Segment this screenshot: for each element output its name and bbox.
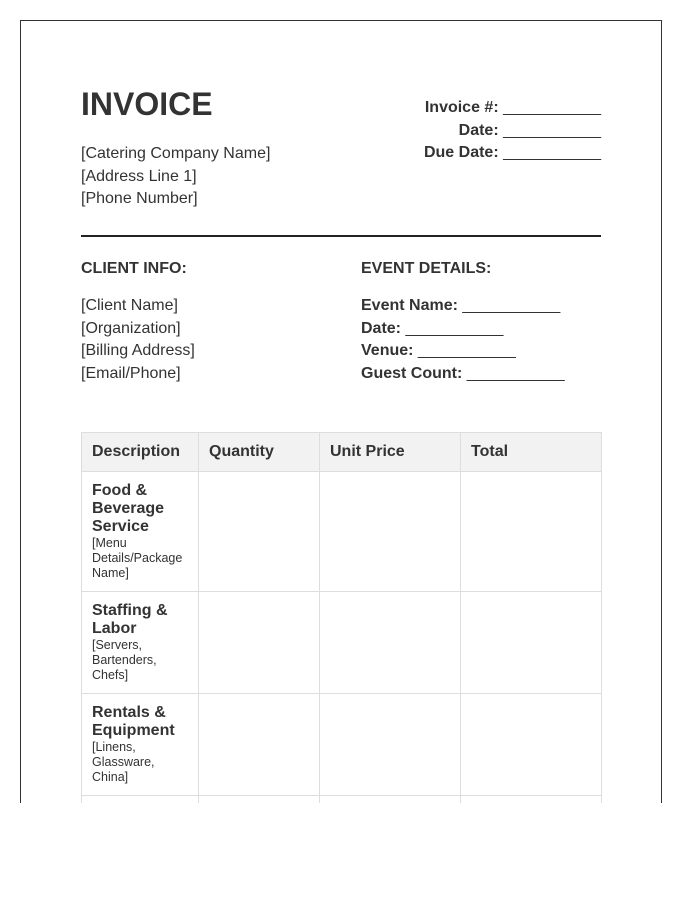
event-name-row — [361, 295, 565, 318]
event-date-value: ___________ — [405, 319, 504, 337]
due-date-label: Due Date: — [423, 144, 499, 161]
unit-price-cell — [320, 472, 461, 592]
event-venue-value: ___________ — [417, 342, 516, 360]
total-cell — [461, 694, 602, 796]
description-cell — [82, 472, 199, 592]
due-date-row — [424, 142, 601, 165]
item-description: [Servers, Bartenders, Chefs] — [92, 638, 157, 682]
event-name-value: ___________ — [462, 297, 561, 314]
invoice-meta — [424, 97, 601, 165]
invoice-date-value: ___________ — [503, 121, 601, 139]
invoice-date-row — [424, 120, 601, 143]
invoice-date-label: Date: — [458, 121, 499, 139]
event-date-row — [361, 318, 565, 341]
description-cell — [82, 592, 199, 694]
header-total: Total — [461, 433, 602, 472]
guest-count-row — [361, 363, 565, 386]
unit-price-cell — [320, 796, 461, 804]
client-info-title: CLIENT INFO: — [81, 260, 187, 277]
item-name: Food & Beverage Service — [92, 482, 165, 535]
company-phone: [Phone Number] — [81, 190, 198, 207]
item-description: [Linens, Glassware, China] — [92, 740, 155, 784]
event-venue-row — [361, 340, 565, 363]
item-name: Staffing & Labor — [92, 602, 168, 637]
event-date-label: Date: — [361, 319, 402, 337]
description-cell — [82, 796, 199, 804]
client-name: [Client Name] — [81, 297, 178, 314]
company-name: [Catering Company Name] — [81, 145, 271, 162]
company-info — [81, 143, 270, 211]
header-unit-price: Unit Price — [320, 433, 461, 472]
table-header-row — [82, 433, 602, 472]
client-billing-address: [Billing Address] — [81, 342, 195, 360]
description-cell — [82, 694, 199, 796]
invoice-number-label: Invoice #: — [424, 99, 499, 116]
invoice-page — [20, 20, 662, 803]
unit-price-cell — [320, 694, 461, 796]
quantity-cell — [199, 796, 320, 804]
invoice-title: INVOICE — [81, 86, 213, 122]
client-organization: [Organization] — [81, 319, 181, 337]
event-details-title: EVENT DETAILS: — [361, 260, 492, 277]
invoice-number-value: ___________ — [503, 99, 601, 116]
line-items-table — [81, 432, 602, 803]
table-row — [82, 796, 602, 804]
client-info — [81, 295, 195, 386]
client-contact: [Email/Phone] — [81, 365, 181, 383]
header-divider — [81, 235, 601, 237]
due-date-value: ___________ — [503, 144, 601, 161]
total-cell — [461, 592, 602, 694]
table-row — [82, 592, 602, 694]
item-name: Rentals & Equipment — [92, 704, 175, 739]
total-cell — [461, 796, 602, 804]
guest-count-value: ___________ — [466, 365, 565, 383]
quantity-cell — [199, 592, 320, 694]
guest-count-label: Guest Count: — [361, 365, 463, 383]
event-name-label: Event Name: — [361, 297, 458, 314]
header-description: Description — [82, 433, 199, 472]
table-row — [82, 472, 602, 592]
unit-price-cell — [320, 592, 461, 694]
quantity-cell — [199, 472, 320, 592]
invoice-number-row — [424, 97, 601, 120]
quantity-cell — [199, 694, 320, 796]
company-address: [Address Line 1] — [81, 167, 197, 185]
event-venue-label: Venue: — [361, 342, 414, 360]
table-row — [82, 694, 602, 796]
total-cell — [461, 472, 602, 592]
header-quantity: Quantity — [199, 433, 320, 472]
item-description: [Menu Details/Package Name] — [92, 536, 183, 580]
event-details — [361, 295, 565, 386]
